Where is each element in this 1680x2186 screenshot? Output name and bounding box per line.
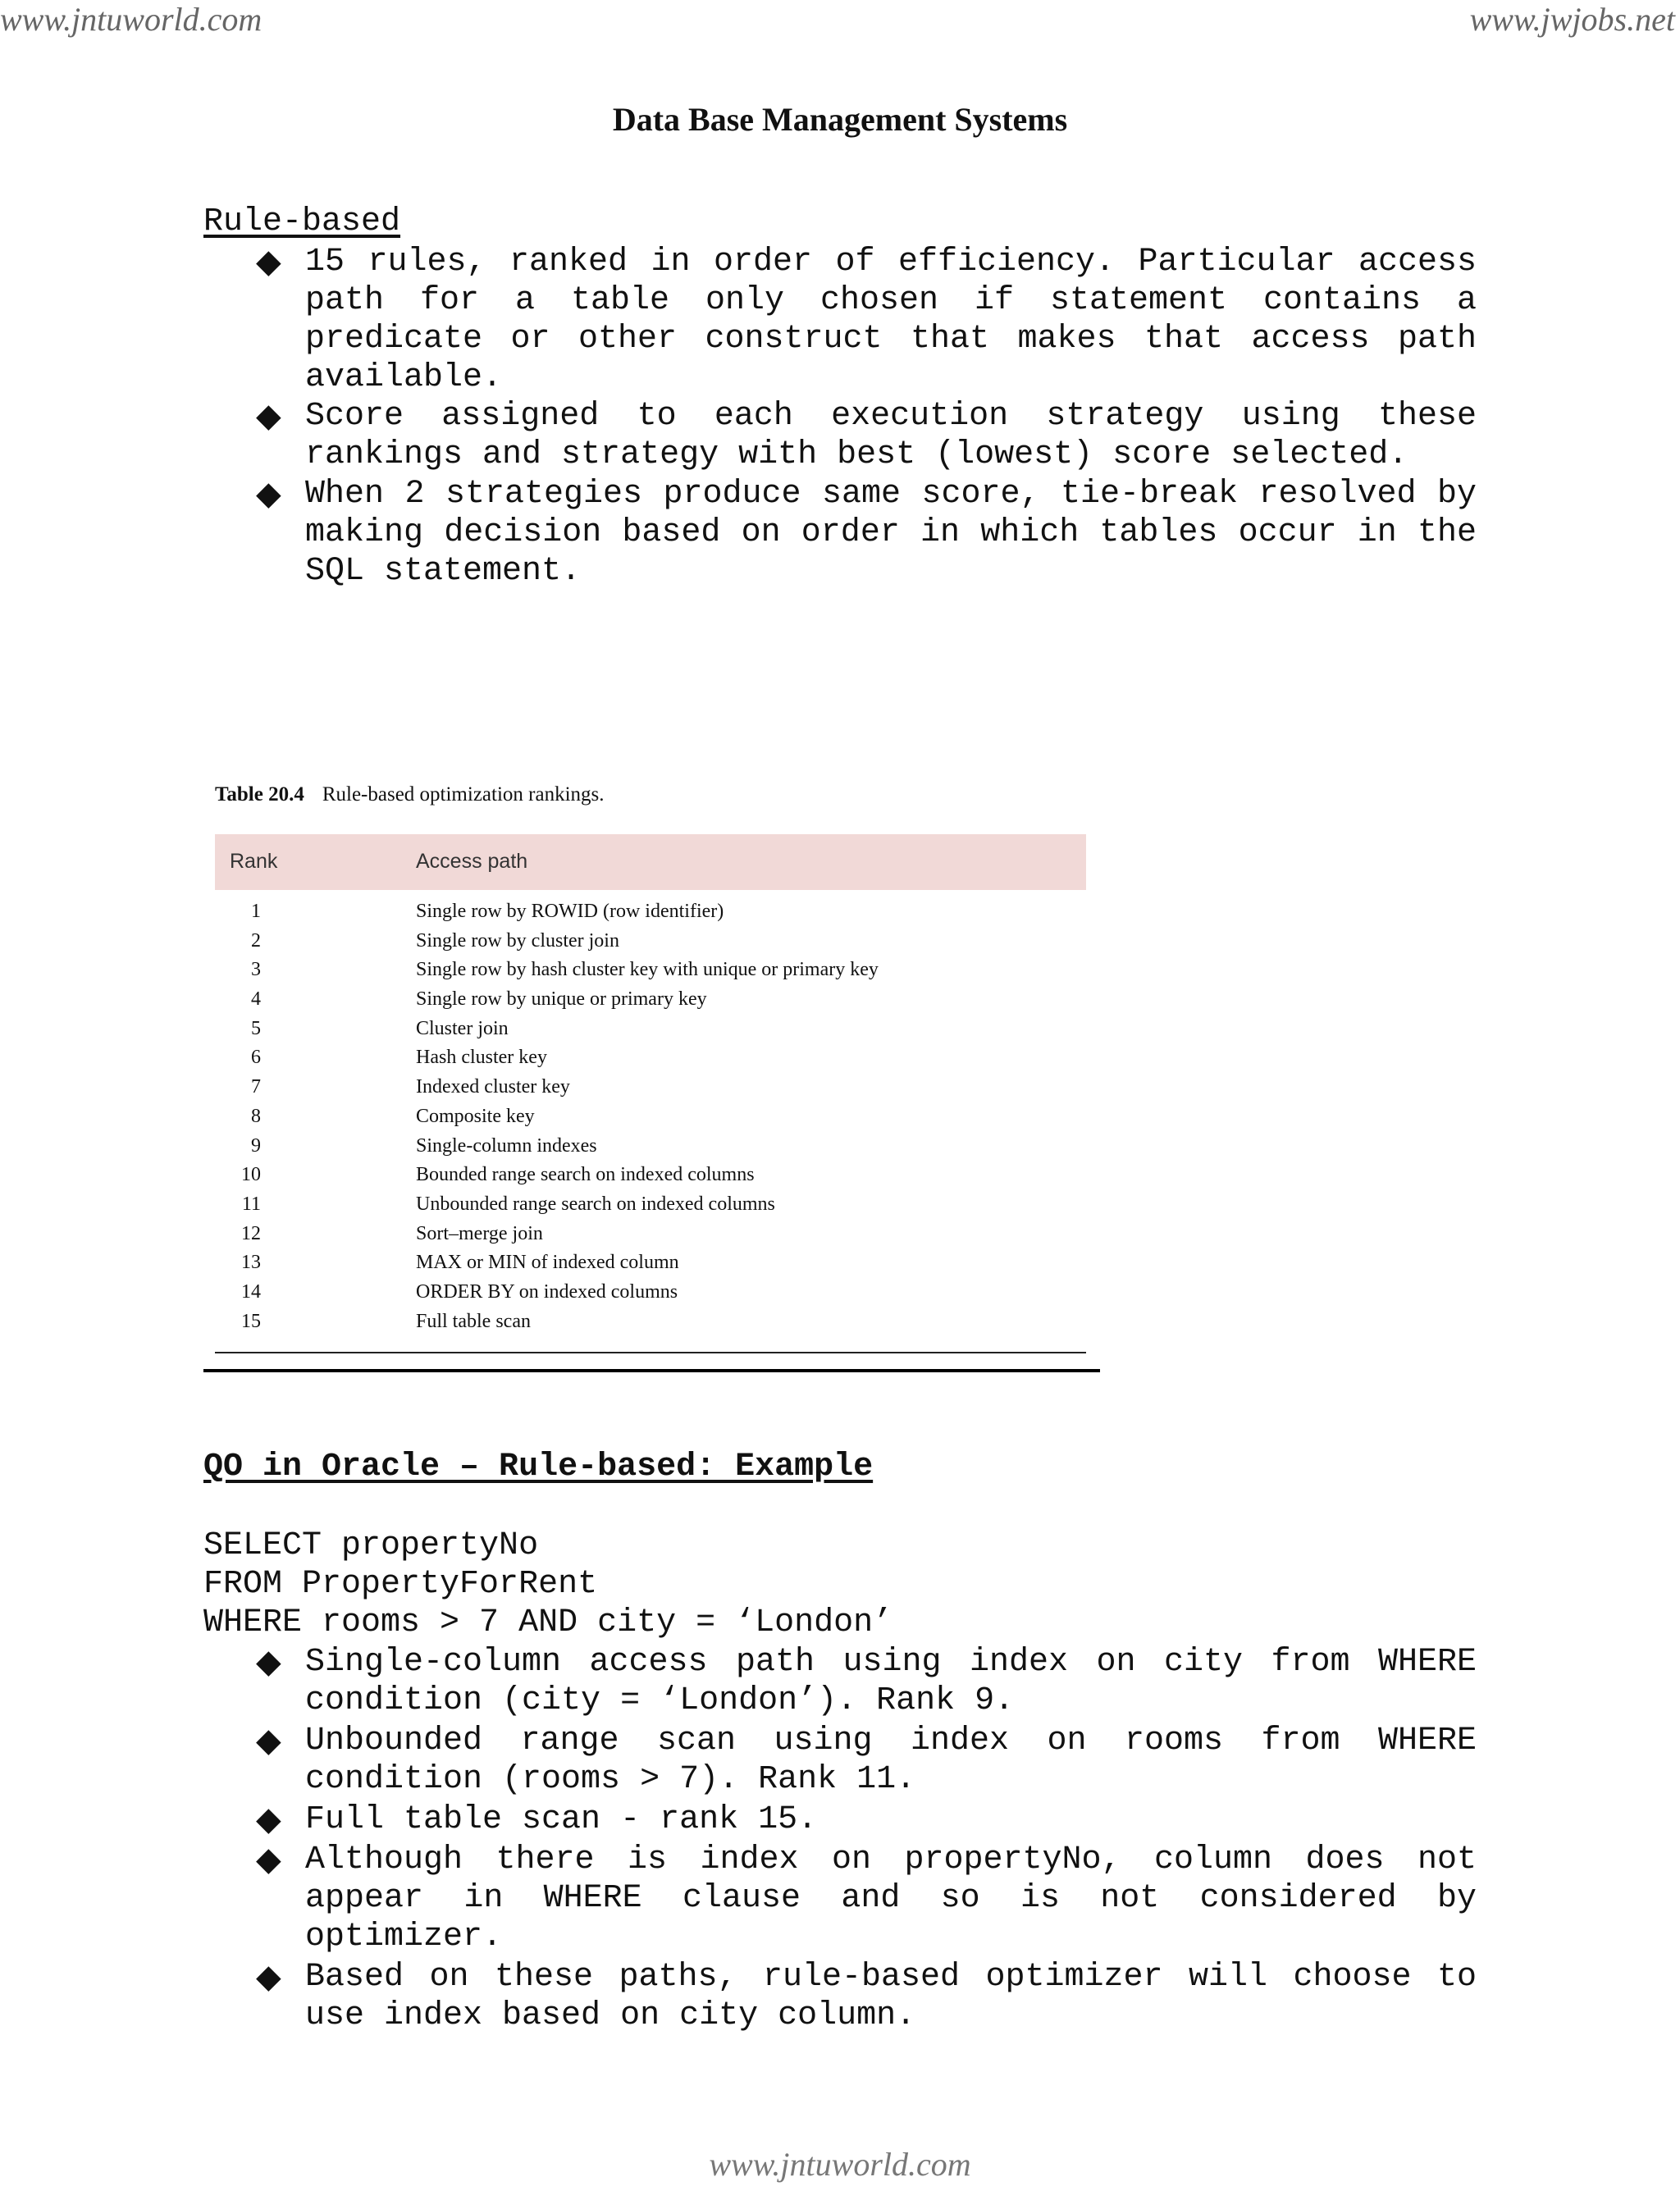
access-path-cell: Unbounded range search on indexed columns [416,1193,775,1215]
list-item [203,1841,1477,1956]
rank-cell: 10 [241,1164,261,1186]
access-path-cell: Bounded range search on indexed columns [416,1164,755,1186]
rank-cell: 12 [241,1222,261,1244]
access-path-cell: Composite key [416,1105,535,1127]
document-title: Data Base Management Systems [612,101,1068,138]
table-row [215,988,1086,1018]
rank-cell: 7 [251,1076,261,1098]
rank-cell: 2 [251,929,261,952]
rank-cell: 4 [251,988,261,1011]
rank-cell: 8 [251,1105,261,1127]
column-header-rank: Rank [230,850,278,873]
table-row [215,1047,1086,1076]
table-number: Table 20.4 [215,783,304,805]
access-path-cell: Single row by cluster join [416,929,619,952]
table-row [215,1018,1086,1047]
section-heading-example: QO in Oracle – Rule-based: Example [203,1449,874,1485]
bullet-text: Score assigned to each execution strategy using these rankings and strategy with best (lowest) score selected. [305,398,1477,473]
rank-cell: 15 [241,1310,261,1332]
rank-cell: 3 [251,959,261,981]
access-path-cell: Hash cluster key [416,1047,547,1069]
table-header-row [215,834,1086,890]
bullet-text: 15 rules, ranked in order of efficiency. Particular access path for a table only chosen if statement contains a predicate or other construct that makes that access path available. [305,244,1477,396]
list-item [203,243,1477,397]
list-item [203,1643,1477,1720]
diamond-bullet-icon: ◆ [256,1800,281,1838]
example-bullet-list [203,1643,1477,2035]
table-row [215,1281,1086,1311]
access-path-cell: Single row by hash cluster key with unique or primary key [416,959,879,981]
table-row [215,1076,1086,1106]
rank-cell: 13 [241,1252,261,1274]
list-item [203,1958,1477,2035]
diamond-bullet-icon: ◆ [256,475,281,513]
table-row [215,901,1086,930]
access-path-cell: Single row by ROWID (row identifier) [416,901,724,922]
table-row [215,1164,1086,1193]
rank-cell: 11 [241,1193,261,1215]
table-row [215,1311,1086,1340]
sql-line: WHERE rooms > 7 AND city = ‘London’ [203,1604,893,1641]
table-body [215,901,1086,1339]
table-row [215,1135,1086,1165]
diamond-bullet-icon: ◆ [256,1643,281,1681]
table-caption-text: Rule-based optimization rankings. [322,783,605,805]
access-path-cell: Full table scan [416,1310,531,1332]
access-path-cell: Single row by unique or primary key [416,988,707,1011]
rank-cell: 9 [251,1134,261,1157]
table-row [215,1252,1086,1281]
diamond-bullet-icon: ◆ [256,1722,281,1759]
access-path-cell: Sort–merge join [416,1222,543,1244]
bullet-text: Based on these paths, rule-based optimizer will choose to use index based on city column. [305,1959,1477,2034]
rank-cell: 14 [241,1280,261,1303]
list-item [203,475,1477,591]
list-item [203,397,1477,475]
access-path-cell: Indexed cluster key [416,1076,570,1098]
sql-line: FROM PropertyForRent [203,1566,598,1603]
header-left-url: www.jntuworld.com [0,1,262,38]
rule-based-bullet-list [203,243,1477,591]
diamond-bullet-icon: ◆ [256,243,281,281]
diamond-bullet-icon: ◆ [256,397,281,435]
list-item [203,1800,1477,1839]
header-right-url: www.jwjobs.net [1469,1,1675,38]
list-item [203,1722,1477,1799]
bullet-text: Single-column access path using index on city from WHERE condition (city = ‘London’). Rank 9. [305,1644,1477,1719]
sql-line: SELECT propertyNo [203,1527,539,1564]
rank-cell: 5 [251,1017,261,1039]
access-path-cell: ORDER BY on indexed columns [416,1280,678,1303]
access-path-cell: Cluster join [416,1017,509,1039]
table-row [215,1106,1086,1135]
table-border-rule [203,1369,1100,1372]
bullet-text: Full table scan - rank 15. [305,1801,818,1838]
diamond-bullet-icon: ◆ [256,1841,281,1878]
table-row [215,959,1086,988]
table-bottom-rule [215,1352,1086,1353]
rank-cell: 6 [251,1047,261,1069]
access-path-cell: MAX or MIN of indexed column [416,1252,679,1274]
diamond-bullet-icon: ◆ [256,1958,281,1996]
footer-url: www.jntuworld.com [709,2146,971,2183]
access-path-cell: Single-column indexes [416,1134,597,1157]
bullet-text: Although there is index on propertyNo, column does not appear in WHERE clause and so is not considered by optimizer. [305,1841,1477,1956]
rank-cell: 1 [251,901,261,922]
bullet-text: When 2 strategies produce same score, tie-break resolved by making decision based on order in which tables occur in the SQL statement. [305,476,1477,590]
table-row [215,1223,1086,1253]
section-heading-rule-based: Rule-based [203,203,401,240]
column-header-access-path: Access path [416,850,528,873]
table-row [215,1193,1086,1223]
table-caption [215,783,605,806]
table-row [215,930,1086,960]
bullet-text: Unbounded range scan using index on rooms from WHERE condition (rooms > 7). Rank 11. [305,1723,1477,1798]
